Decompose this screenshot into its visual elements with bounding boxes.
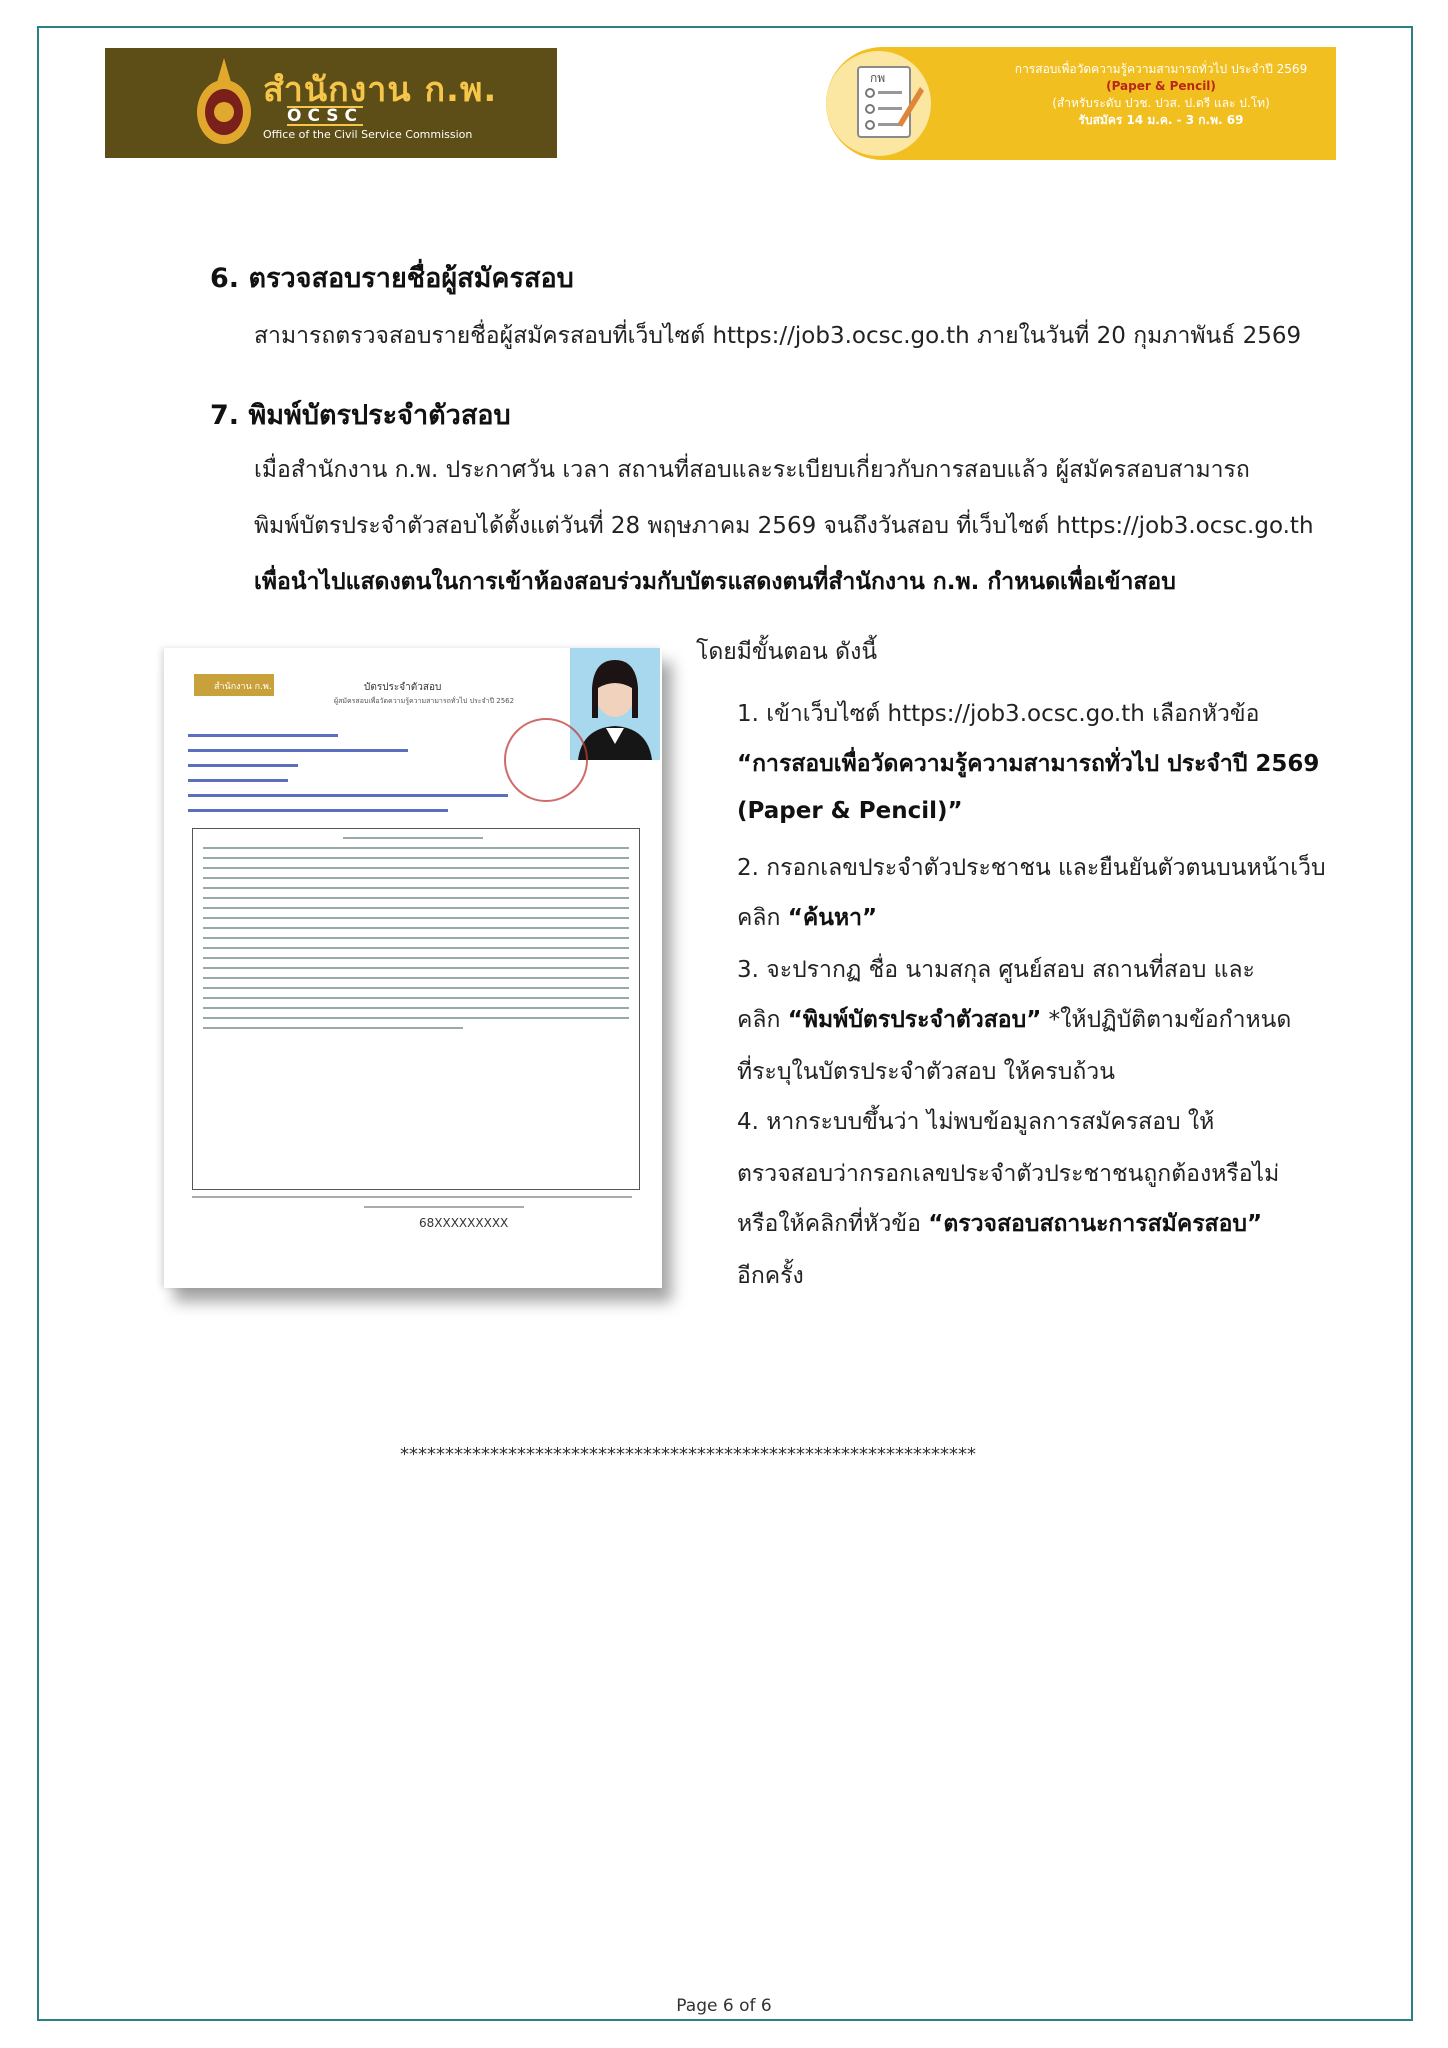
- exam-line-1: การสอบเพื่อวัดความรู้ความสามารถทั่วไป ประจำปี 2569: [1014, 62, 1308, 76]
- admission-card-image: [164, 648, 662, 1288]
- exam-form-icon: [854, 63, 926, 145]
- section-7-line-3: เพื่อนำไปแสดงตนในการเข้าห้องสอบร่วมกับบัตรแสดงตนที่สำนักงาน ก.พ. กำหนดเพื่อเข้าสอบ: [254, 569, 1176, 595]
- card-heading: บัตรประจำตัวสอบ: [364, 682, 442, 693]
- check-status-keyword: “ตรวจสอบสถานะการสมัครสอบ”: [928, 1211, 1263, 1237]
- step-3-line-1: 3. จะปรากฏ ชื่อ นามสกุล ศูนย์สอบ สถานที่สอบ และ: [737, 957, 1255, 983]
- step-3-line-3: ที่ระบุในบัตรประจำตัวสอบ ให้ครบถ้วน: [737, 1059, 1115, 1085]
- card-logo: [194, 674, 274, 696]
- step-1-line-1: 1. เข้าเว็บไซต์ https://job3.ocsc.go.th เลือกหัวข้อ: [737, 701, 1260, 727]
- exam-line-2: (Paper & Pencil): [1106, 79, 1216, 93]
- step-4-line-3: หรือให้คลิกที่หัวข้อ “ตรวจสอบสถานะการสมัครสอบ”: [737, 1211, 1263, 1237]
- step-2-line-2: คลิก “ค้นหา”: [737, 905, 878, 931]
- logo-title-th: สำนักงาน ก.พ.: [263, 70, 498, 110]
- page-number: Page 6 of 6: [676, 1996, 772, 2016]
- separator-stars: ****************************************************************: [400, 1444, 976, 1465]
- card-id-number: 68XXXXXXXXX: [419, 1216, 509, 1230]
- section-6-text: สามารถตรวจสอบรายชื่อผู้สมัครสอบที่เว็บไซต์ https://job3.ocsc.go.th ภายในวันที่ 20 กุมภาพันธ์ 2569: [254, 323, 1302, 349]
- exam-line-4: รับสมัคร 14 ม.ค. - 3 ก.พ. 69: [1078, 113, 1244, 127]
- card-subheading: ผู้สมัครสอบเพื่อวัดความรู้ความสามารถทั่วไป ประจำปี 2562: [334, 697, 515, 705]
- card-rules-block: [192, 828, 640, 1190]
- exam-banner: [826, 47, 1336, 160]
- step-1-line-3: (Paper & Pencil)”: [737, 798, 963, 824]
- step-2-line-1: 2. กรอกเลขประจำตัวประชาชน และยืนยันตัวตนบนหน้าเว็บ: [737, 855, 1326, 881]
- section-7-line-2: พิมพ์บัตรประจำตัวสอบได้ตั้งแต่วันที่ 28 พฤษภาคม 2569 จนถึงวันสอบ ที่เว็บไซต์ https://job3.ocsc.go.th: [254, 513, 1314, 539]
- search-keyword: “ค้นหา”: [787, 905, 878, 931]
- ocsc-seal-icon: [193, 56, 255, 148]
- step-4-line-2: ตรวจสอบว่ากรอกเลขประจำตัวประชาชนถูกต้องหรือไม่: [737, 1161, 1280, 1187]
- logo-acronym: OCSC: [287, 106, 363, 126]
- step-4-line-4: อีกครั้ง: [737, 1263, 804, 1289]
- exam-icon-label: กพ: [870, 71, 886, 85]
- section-7-line-1: เมื่อสำนักงาน ก.พ. ประกาศวัน เวลา สถานที่สอบและระเบียบเกี่ยวกับการสอบแล้ว ผู้สมัครสอบสามารถ: [254, 457, 1250, 483]
- section-7-title: 7. พิมพ์บัตรประจำตัวสอบ: [210, 400, 511, 431]
- exam-line-3: (สำหรับระดับ ปวช. ปวส. ป.ตรี และ ป.โท): [1052, 96, 1270, 110]
- step-1-line-2: “การสอบเพื่อวัดความรู้ความสามารถทั่วไป ประจำปี 2569: [737, 751, 1320, 777]
- ocsc-logo-banner: [105, 48, 557, 158]
- exam-banner-text: [996, 61, 1326, 129]
- logo-title-en: Office of the Civil Service Commission: [263, 128, 473, 141]
- card-logo-text: สำนักงาน ก.พ.: [214, 682, 272, 692]
- section-6-title: 6. ตรวจสอบรายชื่อผู้สมัครสอบ: [210, 263, 574, 294]
- steps-intro: โดยมีขั้นตอน ดังนี้: [696, 639, 878, 665]
- step-4-line-1: 4. หากระบบขึ้นว่า ไม่พบข้อมูลการสมัครสอบ ให้: [737, 1109, 1215, 1135]
- card-info-block: [188, 734, 518, 824]
- print-card-keyword: “พิมพ์บัตรประจำตัวสอบ”: [787, 1007, 1042, 1033]
- step-3-line-2: คลิก “พิมพ์บัตรประจำตัวสอบ” *ให้ปฏิบัติตามข้อกำหนด: [737, 1007, 1292, 1033]
